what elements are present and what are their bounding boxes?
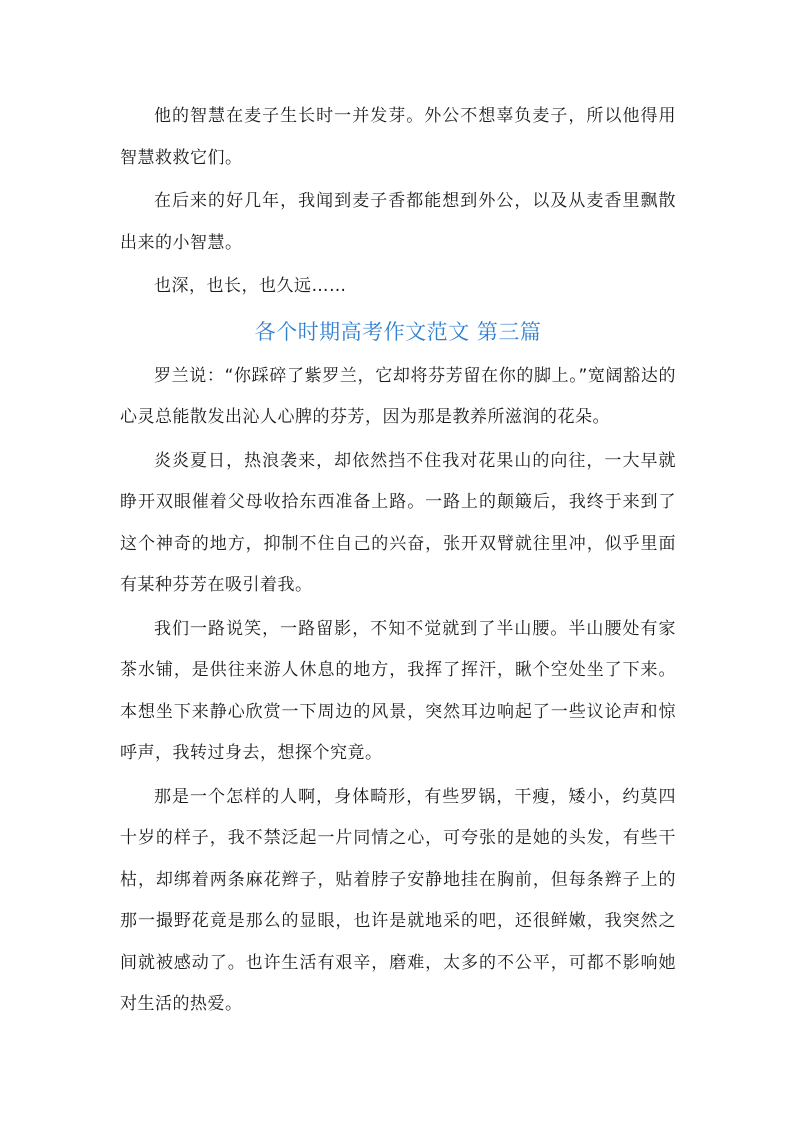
section-heading: 各个时期高考作文范文 第三篇 (254, 319, 542, 344)
paragraph-later-years: 在后来的好几年，我闻到麦子香都能想到外公，以及从麦香里飘散出来的小智慧。 (120, 191, 676, 253)
paragraph-summer-trip: 炎炎夏日，热浪袭来，却依然挡不住我对花果山的向往，一大早就睁开双眼催着父母收拾东西准备上路。一路上的颠簸后，我终于来到了这个神奇的地方，抑制不住自己的兴奋，张开双臂就往里冲，似乎里面有某种芬芳在吸引着我。 (120, 450, 676, 595)
paragraph-romain-quote: 罗兰说：“你踩碎了紫罗兰，它却将芬芳留在你的脚上。”宽阔豁达的心灵总能散发出沁人心脾的芬芳，因为那是教养所滋润的花朵。 (120, 365, 676, 427)
paragraph-woman-description: 那是一个怎样的人啊，身体畸形，有些罗锅，干瘦，矮小，约莫四十岁的样子，我不禁泛起一片同情之心，可夸张的是她的头发，有些干枯，却绑着两条麻花辫子，贴着脖子安静地挂在胸前，但每条辫子上的那一撮野花竟是那么的显眼，也许是就地采的吧，还很鲜嫩，我突然之间就被感动了。也许生活有艰辛，磨难，太多的不公平，可都不影响她对生活的热爱。 (120, 786, 676, 1014)
paragraph-deep-long: 也深，也长，也久远…… (154, 276, 347, 296)
document-page (120, 96, 676, 1028)
paragraph-wisdom: 他的智慧在麦子生长时一并发芽。外公不想辜负麦子，所以他得用智慧救救它们。 (120, 106, 676, 168)
paragraph-halfway-rest: 我们一路说笑，一路留影，不知不觉就到了半山腰。半山腰处有家茶水铺，是供往来游人休息的地方，我挥了挥汗，瞅个空处坐了下来。本想坐下来静心欣赏一下周边的风景，突然耳边响起了一些议论声和惊呼声，我转过身去，想探个究竟。 (120, 618, 676, 763)
